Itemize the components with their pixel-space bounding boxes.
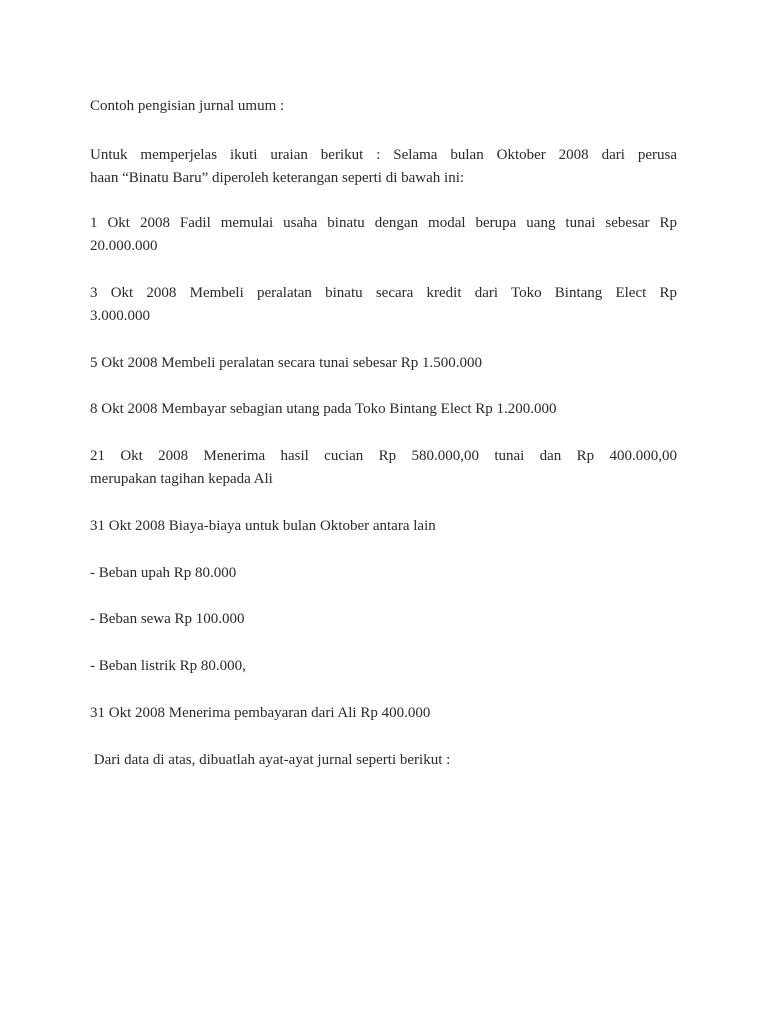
entry-line-1: 3 Okt 2008 Membeli peralatan binatu secara kredit dari Toko Bintang Elect Rp <box>90 285 677 301</box>
entry-8-okt <box>90 398 677 421</box>
entry-21-okt <box>90 445 677 491</box>
entry-5-okt <box>90 352 677 375</box>
expense-item-electricity: - Beban listrik Rp 80.000, <box>90 658 246 674</box>
closing-sentence: Dari data di atas, dibuatlah ayat-ayat jurnal seperti berikut : <box>90 752 451 768</box>
entry-3-okt <box>90 282 677 328</box>
entry-line-2: 3.000.000 <box>90 308 150 324</box>
intro-line-1: Untuk memperjelas ikuti uraian berikut : Selama bulan Oktober 2008 dari perusa <box>90 147 677 163</box>
entry-line-1: 8 Okt 2008 Membayar sebagian utang pada Toko Bintang Elect Rp 1.200.000 <box>90 401 557 417</box>
entry-line-1: 31 Okt 2008 Biaya-biaya untuk bulan Oktober antara lain <box>90 518 436 534</box>
entry-1-okt <box>90 212 677 258</box>
entry-line-2: 20.000.000 <box>90 238 158 254</box>
entry-line-2: merupakan tagihan kepada Ali <box>90 471 273 487</box>
document-heading: Contoh pengisian jurnal umum : <box>90 98 285 114</box>
entry-31-okt-payment: 31 Okt 2008 Menerima pembayaran dari Ali Rp 400.000 <box>90 705 431 721</box>
entry-line-1: 1 Okt 2008 Fadil memulai usaha binatu dengan modal berupa uang tunai sebesar Rp <box>90 215 677 231</box>
intro-paragraph <box>90 144 677 190</box>
entry-line-1: 5 Okt 2008 Membeli peralatan secara tunai sebesar Rp 1.500.000 <box>90 355 482 371</box>
intro-line-2: haan “Binatu Baru” diperoleh keterangan seperti di bawah ini: <box>90 170 465 186</box>
expense-item-wages: - Beban upah Rp 80.000 <box>90 565 237 581</box>
entry-31-okt-expenses <box>90 515 677 538</box>
expense-item-rent: - Beban sewa Rp 100.000 <box>90 611 245 627</box>
entry-line-1: 21 Okt 2008 Menerima hasil cucian Rp 580.000,00 tunai dan Rp 400.000,00 <box>90 448 677 464</box>
